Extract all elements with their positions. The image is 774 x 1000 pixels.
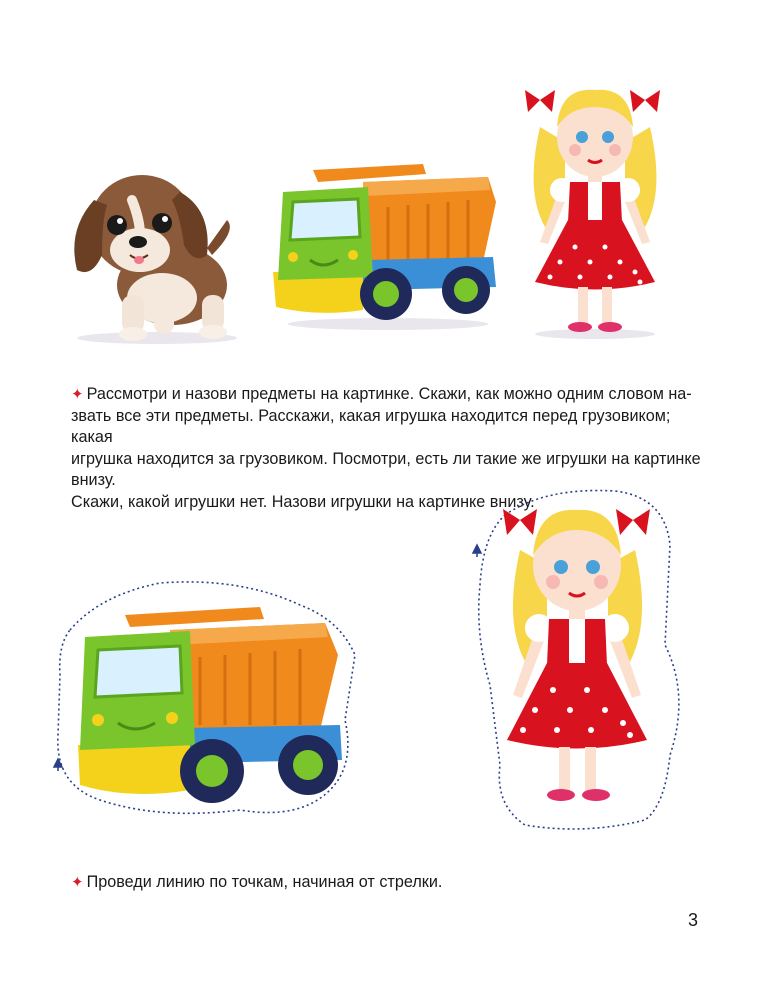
page-number: 3 <box>688 910 699 930</box>
dump-truck-icon <box>268 152 503 332</box>
instruction-line: звать все эти предметы. Расскажи, какая игрушка находится перед грузовиком; какая <box>71 406 671 446</box>
start-arrow-icon <box>54 759 62 771</box>
puppy-illustration <box>62 160 242 350</box>
instruction-line-text: Рассмотри и назови предметы на картинке. Скажи, как можно одним словом на- <box>86 385 692 403</box>
bullet-star-icon: ✦ <box>71 874 84 891</box>
doll-icon <box>520 82 670 342</box>
instruction-line: игрушка находится за грузовиком. Посмотри, есть ли такие же игрушки на картинке внизу. <box>71 449 701 489</box>
doll-tracing-icon <box>465 485 695 835</box>
instruction-2-text: Проведи линию по точкам, начиная от стрелки. <box>86 873 443 891</box>
truck-illustration-top <box>268 152 503 332</box>
doll-illustration-top <box>520 82 670 342</box>
truck-tracing-area <box>40 575 370 825</box>
instruction-line: Скажи, какой игрушки нет. Назови игрушки на картинке внизу. <box>71 492 535 511</box>
doll-tracing-area <box>465 485 695 835</box>
start-arrow-icon <box>473 545 481 557</box>
dump-truck-tracing-icon <box>40 575 370 825</box>
puppy-icon <box>62 160 242 350</box>
bullet-star-icon: ✦ <box>71 386 84 403</box>
instruction-paragraph-2 <box>71 872 711 894</box>
instruction-line <box>71 384 711 406</box>
